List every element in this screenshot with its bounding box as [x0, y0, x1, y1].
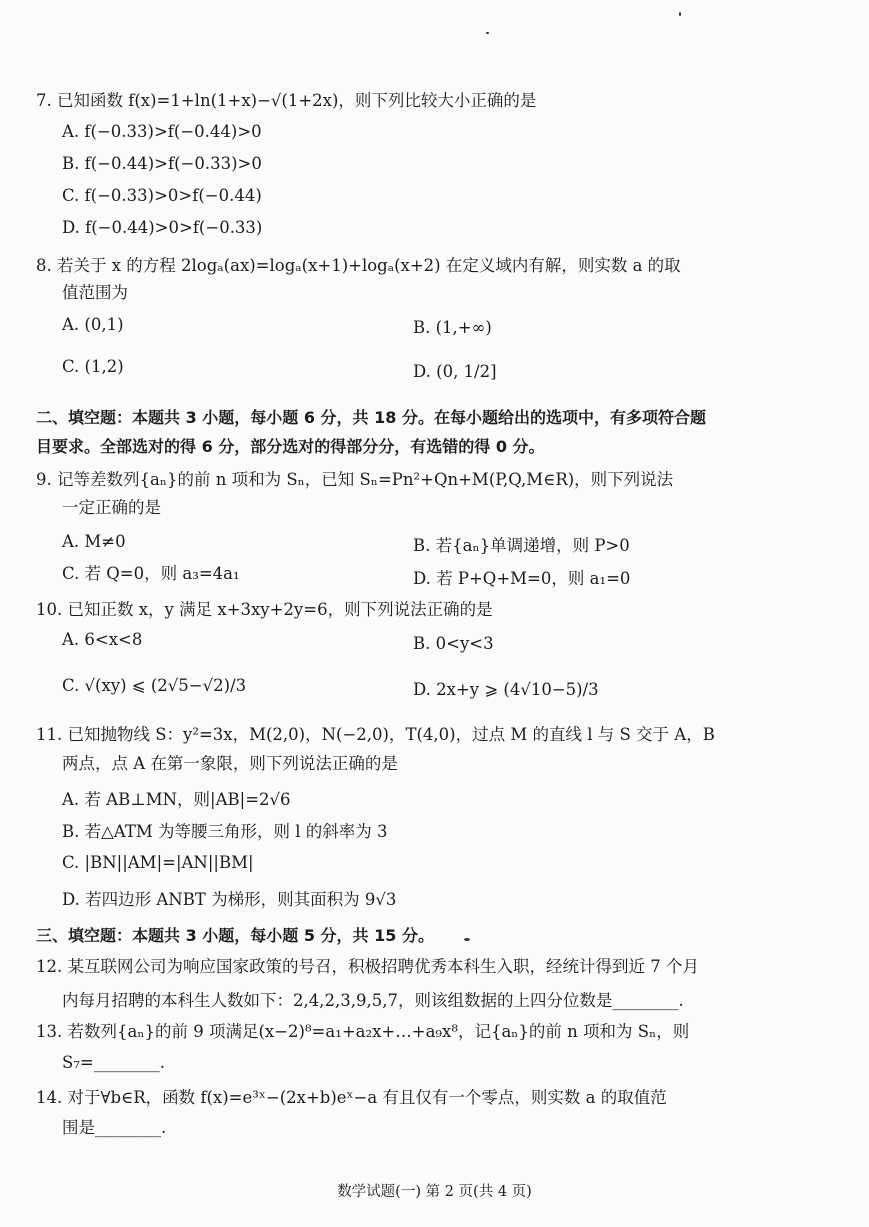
q8-option-c: C. (1,2)	[62, 357, 124, 376]
q10-option-b: B. 0<y<3	[413, 634, 494, 653]
q11-option-c: C. |BN||AM|=|AN||BM|	[62, 853, 254, 872]
question-13: 13. 若数列{aₙ}的前 9 项满足(x−2)⁸=a₁+a₂x+…+a₉x⁸，记{aₙ}的前 n 项和为 Sₙ，则	[36, 1022, 690, 1041]
q11-option-b: B. 若△ATM 为等腰三角形，则 l 的斜率为 3	[62, 822, 388, 841]
question-11: 11. 已知抛物线 S：y²=3x，M(2,0)，N(−2,0)，T(4,0)，过点 M 的直线 l 与 S 交于 A，B	[36, 725, 715, 744]
q9-option-b: B. 若{aₙ}单调递增，则 P>0	[413, 536, 630, 555]
q11-option-a: A. 若 AB⊥MN，则|AB|=2√6	[62, 790, 291, 809]
section-2-heading: 二、填空题：本题共 3 小题，每小题 6 分，共 18 分。在每小题给出的选项中，有多项符合题	[36, 408, 706, 427]
q9-option-c: C. 若 Q=0，则 a₃=4a₁	[62, 564, 240, 583]
q7-option-d: D. f(−0.44)>0>f(−0.33)	[62, 218, 263, 237]
q7-option-b: B. f(−0.44)>f(−0.33)>0	[62, 154, 262, 173]
question-14-cont: 围是________.	[62, 1118, 167, 1137]
q10-option-a: A. 6<x<8	[62, 630, 143, 649]
q9-option-d: D. 若 P+Q+M=0，则 a₁=0	[413, 569, 631, 588]
question-12-cont: 内每月招聘的本科生人数如下：2,4,2,3,9,5,7，则该组数据的上四分位数是________.	[62, 991, 684, 1010]
question-9-cont: 一定正确的是	[62, 498, 161, 517]
section-3-heading: 三、填空题：本题共 3 小题，每小题 5 分，共 15 分。	[36, 926, 434, 945]
question-11-cont: 两点，点 A 在第一象限，则下列说法正确的是	[62, 754, 398, 773]
scan-speck	[679, 12, 681, 16]
q8-option-d: D. (0, 1/2]	[413, 362, 497, 381]
question-8-cont: 值范围为	[62, 283, 128, 302]
question-8: 8. 若关于 x 的方程 2logₐ(ax)=logₐ(x+1)+logₐ(x+2) 在定义域内有解，则实数 a 的取	[36, 256, 681, 275]
q7-option-a: A. f(−0.33)>f(−0.44)>0	[62, 122, 262, 141]
section-2-heading-cont: 目要求。全部选对的得 6 分，部分选对的得部分分，有选错的得 0 分。	[36, 437, 545, 456]
question-12: 12. 某互联网公司为响应国家政策的号召，积极招聘优秀本科生入职，经统计得到近 7 个月	[36, 957, 699, 976]
q7-option-c: C. f(−0.33)>0>f(−0.44)	[62, 186, 262, 205]
q8-option-b: B. (1,+∞)	[413, 318, 492, 337]
q11-option-d: D. 若四边形 ANBT 为梯形，则其面积为 9√3	[62, 890, 397, 909]
scan-speck	[486, 32, 489, 34]
q10-option-c: C. √(xy) ⩽ (2√5−√2)/3	[62, 676, 247, 695]
q10-option-d: D. 2x+y ⩾ (4√10−5)/3	[413, 680, 599, 699]
scan-speck	[464, 938, 470, 941]
question-10: 10. 已知正数 x，y 满足 x+3xy+2y=6，则下列说法正确的是	[36, 600, 493, 619]
question-7: 7. 已知函数 f(x)=1+ln(1+x)−√(1+2x)，则下列比较大小正确的是	[36, 91, 537, 110]
question-9: 9. 记等差数列{aₙ}的前 n 项和为 Sₙ，已知 Sₙ=Pn²+Qn+M(P,Q,M∈R)，则下列说法	[36, 470, 674, 489]
question-14: 14. 对于∀b∈R，函数 f(x)=e³ˣ−(2x+b)eˣ−a 有且仅有一个零点，则实数 a 的取值范	[36, 1088, 667, 1107]
q9-option-a: A. M≠0	[62, 532, 126, 551]
question-13-cont: S₇=________.	[62, 1053, 165, 1072]
page-footer: 数学试题(一) 第 2 页(共 4 页)	[337, 1184, 532, 1200]
q8-option-a: A. (0,1)	[62, 315, 124, 334]
